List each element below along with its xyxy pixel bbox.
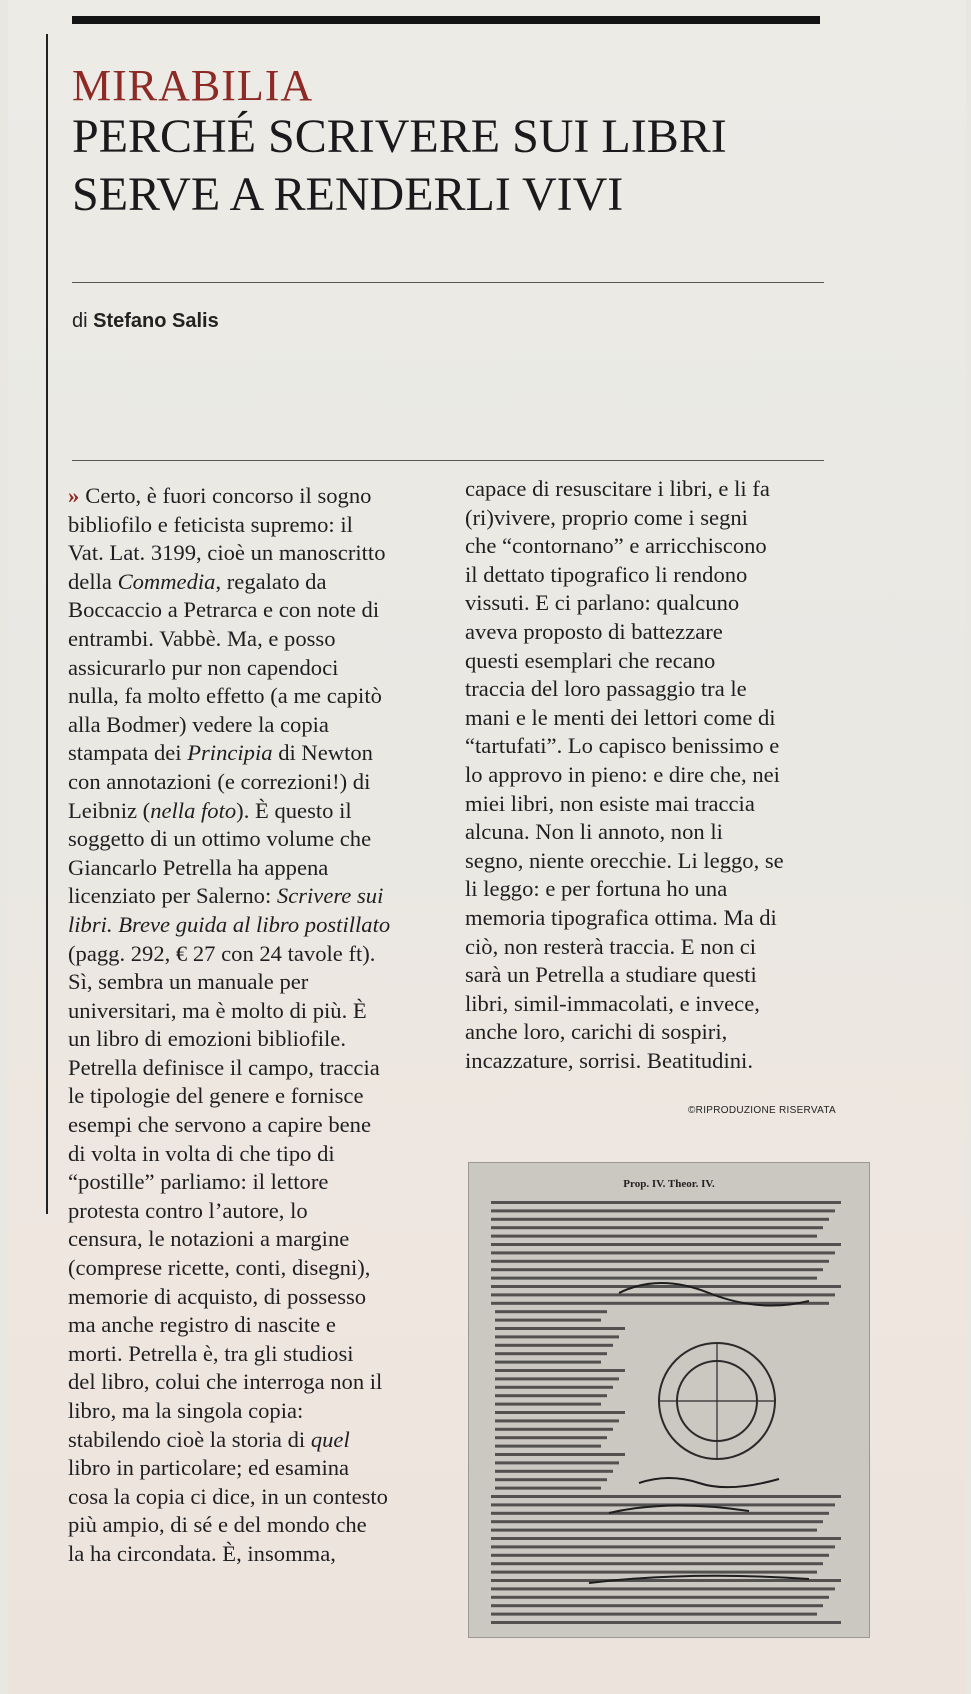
text-line: esempi che servono a capire bene xyxy=(68,1112,371,1138)
byline xyxy=(72,310,219,333)
photo-text-line xyxy=(495,1386,613,1389)
photo-text-line xyxy=(495,1419,619,1422)
photo-text-line xyxy=(495,1453,625,1456)
lead-marker: » xyxy=(68,483,80,508)
photo-text-line xyxy=(491,1218,829,1221)
text-line: più ampio, di sé e del mondo che xyxy=(68,1512,367,1538)
text-line: vissuti. E ci parlano: qualcuno xyxy=(465,590,740,616)
text-line: un libro di emozioni bibliofile. xyxy=(68,1026,346,1052)
left-column-rule xyxy=(46,34,48,1214)
photo-text-line xyxy=(495,1361,601,1364)
photo-text-line xyxy=(491,1209,835,1212)
text-line: stampata dei Principia di Newton xyxy=(68,740,373,766)
newspaper-page xyxy=(8,0,966,1694)
photo-text-line xyxy=(491,1579,841,1582)
text-line: miei libri, non esiste mai traccia xyxy=(465,790,755,816)
text-line: aveva proposto di battezzare xyxy=(465,618,723,644)
photo-text-line xyxy=(495,1344,613,1347)
text-line: licenziato per Salerno: Scrivere sui xyxy=(68,883,384,909)
photo-text-line xyxy=(491,1571,817,1574)
text-line: libri. Breve guida al libro postillato xyxy=(68,911,391,937)
text-line: nulla, fa molto effetto (a me capitò xyxy=(68,683,382,709)
photo-text-line xyxy=(491,1226,823,1229)
photo-text-line xyxy=(491,1251,835,1254)
text-line: soggetto di un ottimo volume che xyxy=(68,826,372,852)
text-line: Sì, sembra un manuale per xyxy=(68,969,309,995)
text-line: libro in particolare; ed esamina xyxy=(68,1455,350,1481)
photo-text-line xyxy=(495,1377,619,1380)
headline-divider xyxy=(72,282,824,283)
photo-text-line xyxy=(491,1260,829,1263)
text-line: Boccaccio a Petrarca e con note di xyxy=(68,597,380,623)
text-line: assicurarlo pur non capendoci xyxy=(68,654,339,680)
photo-text-line xyxy=(491,1495,841,1498)
text-line: li leggo: e per fortuna ho una xyxy=(465,876,728,902)
text-line: cosa la copia ci dice, in un contesto xyxy=(68,1483,388,1509)
photo-text-line xyxy=(491,1537,841,1540)
text-line: ma anche registro di nascite e xyxy=(68,1312,336,1338)
text-line: (comprese ricette, conti, disegni), xyxy=(68,1255,371,1281)
text-line: le tipologie del genere e fornisce xyxy=(68,1083,364,1109)
text-line: (pagg. 292, € 27 con 24 tavole ft). xyxy=(68,940,376,966)
headline-line-2: SERVE A RENDERLI VIVI xyxy=(72,168,624,221)
text-line: segno, niente orecchie. Li leggo, se xyxy=(465,847,784,873)
photo-text-line xyxy=(495,1487,601,1490)
text-line: protesta contro l’autore, lo xyxy=(68,1197,308,1223)
text-line: libro, ma la singola copia: xyxy=(68,1398,304,1423)
text-line: che “contornano” e arricchiscono xyxy=(465,533,767,559)
photo-text-line xyxy=(495,1369,625,1372)
photo-text-line xyxy=(491,1529,817,1532)
text-line: bibliofilo e feticista supremo: il xyxy=(68,511,353,537)
byline-divider xyxy=(72,460,824,461)
text-line: stabilendo cioè la storia di quel xyxy=(68,1426,350,1452)
text-line: Giancarlo Petrella ha appena xyxy=(68,854,329,880)
text-line: mani e le menti dei lettori come di xyxy=(465,704,776,730)
text-line: con annotazioni (e correzioni!) di xyxy=(68,768,371,794)
photo-text-line xyxy=(495,1403,601,1406)
photo-page-heading: Prop. IV. Theor. IV. xyxy=(623,1178,715,1190)
article-column-1 xyxy=(68,482,448,1569)
photo-text-line xyxy=(491,1302,829,1305)
photo-text-line xyxy=(495,1428,613,1431)
photo-text-line xyxy=(495,1310,607,1313)
text-line: morti. Petrella è, tra gli studiosi xyxy=(68,1340,354,1366)
photo-text-line xyxy=(495,1335,619,1338)
photo-text-line xyxy=(491,1587,835,1590)
text-line: di volta in volta di che tipo di xyxy=(68,1140,335,1166)
photo-text-line xyxy=(495,1352,607,1355)
text-line: “postille” parliamo: il lettore xyxy=(68,1169,329,1195)
text-line: anche loro, carichi di sospiri, xyxy=(465,1019,728,1045)
text-line: la ha circondata. È, insomma, xyxy=(68,1540,336,1566)
annotated-book-page-image xyxy=(468,1162,870,1638)
text-line: memorie di acquisto, di possesso xyxy=(68,1283,367,1309)
text-line: il dettato tipografico li rendono xyxy=(465,561,748,587)
photo-text-line xyxy=(495,1445,601,1448)
text-line: Leibniz (nella foto). È questo il xyxy=(68,797,352,823)
photo-text-line xyxy=(491,1201,841,1204)
byline-prefix: di xyxy=(72,310,88,332)
text-line: libri, simil-immacolati, e invece, xyxy=(465,990,760,1016)
headline-line-1: PERCHÉ SCRIVERE SUI LIBRI xyxy=(72,110,727,163)
photo-text-line xyxy=(491,1243,841,1246)
photo-text-line xyxy=(495,1394,607,1397)
photo-text-line xyxy=(491,1554,829,1557)
photo-text-line xyxy=(495,1327,625,1330)
text-line: capace di resuscitare i libri, e li fa xyxy=(465,476,770,501)
text-line: censura, le notazioni a margine xyxy=(68,1226,350,1252)
text-line: “tartufati”. Lo capisco benissimo e xyxy=(465,733,780,759)
photo-text-line xyxy=(491,1621,841,1624)
text-line: alcuna. Non li annoto, non li xyxy=(465,819,723,845)
photo-text-line xyxy=(495,1319,601,1322)
text-line: incazzature, sorrisi. Beatitudini. xyxy=(465,1047,753,1073)
photo-text-line xyxy=(495,1478,607,1481)
text-line: questi esemplari che recano xyxy=(465,647,716,673)
photo-text-line xyxy=(491,1562,823,1565)
photo-text-line xyxy=(491,1235,817,1238)
photo-text-line xyxy=(495,1470,613,1473)
photo-text-line xyxy=(495,1411,625,1414)
byline-author: Stefano Salis xyxy=(93,310,219,332)
text-line: (ri)vivere, proprio come i segni xyxy=(465,504,748,530)
text-line: traccia del loro passaggio tra le xyxy=(465,676,747,702)
photo-text-line xyxy=(491,1293,835,1296)
text-line: memoria tipografica ottima. Ma di xyxy=(465,904,777,930)
photo-text-line xyxy=(495,1436,607,1439)
photo-text-line xyxy=(495,1461,619,1464)
photo-text-line xyxy=(491,1277,817,1280)
text-line: alla Bodmer) vedere la copia xyxy=(68,711,329,737)
text-line: lo approvo in pieno: e dire che, nei xyxy=(465,761,780,787)
photo-text-line xyxy=(491,1512,829,1515)
text-line: ciò, non resterà traccia. E non ci xyxy=(465,933,757,959)
article-column-2 xyxy=(465,475,845,1075)
photo-text-line xyxy=(491,1545,835,1548)
text-line: sarà un Petrella a studiare questi xyxy=(465,962,757,988)
text-line: Petrella definisce il campo, traccia xyxy=(68,1054,380,1080)
text-line: Vat. Lat. 3199, cioè un manoscritto xyxy=(68,540,386,566)
section-kicker: MIRABILIA xyxy=(72,61,314,110)
photo-text-line xyxy=(491,1520,823,1523)
text-line: della Commedia, regalato da xyxy=(68,568,327,594)
text-line: » Certo, è fuori concorso il sogno xyxy=(68,483,372,508)
copyright-notice: ©RIPRODUZIONE RISERVATA xyxy=(688,1105,836,1116)
photo-text-line xyxy=(491,1285,841,1288)
text-line: universitari, ma è molto di più. È xyxy=(68,997,367,1023)
article-headline xyxy=(72,108,832,224)
photo-text-line xyxy=(491,1604,823,1607)
top-rule xyxy=(72,16,820,24)
text-line: entrambi. Vabbè. Ma, e posso xyxy=(68,625,336,651)
text-line: del libro, colui che interroga non il xyxy=(68,1369,383,1395)
photo-text-line xyxy=(491,1613,817,1616)
photo-text-line xyxy=(491,1596,829,1599)
photo-text-line xyxy=(491,1268,823,1271)
